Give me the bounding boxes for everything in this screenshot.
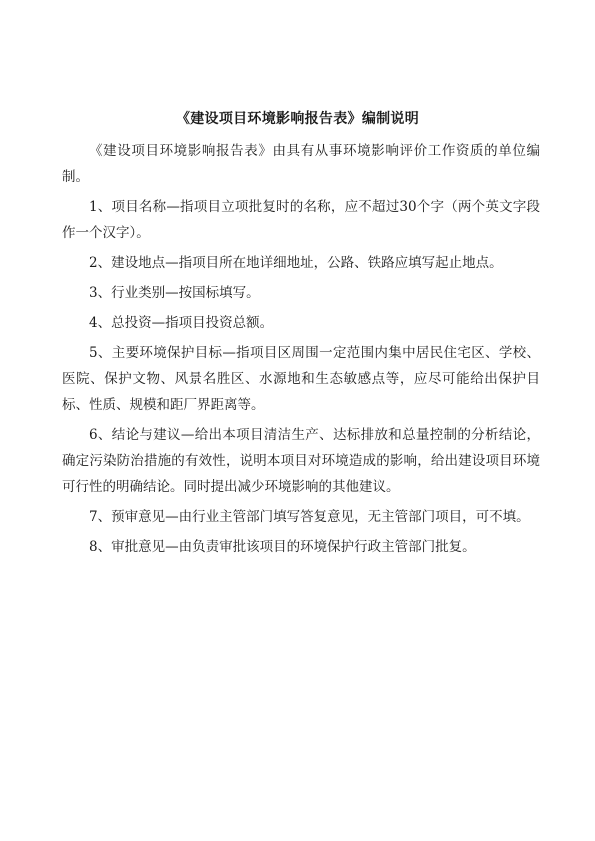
item-construction-site: 2、建设地点—指项目所在地详细地址，公路、铁路应填写起止地点。 [89,255,503,271]
document-body [62,138,540,564]
item-industry-category: 3、行业类别—按国标填写。 [89,285,260,301]
item-approval-opinion: 8、审批意见—由负责审批该项目的环境保护行政主管部门批复。 [89,539,476,555]
item-protection-targets: 5、主要环境保护目标—指项目区周围一定范围内集中居民住宅区、学校、医院、保护文物、风景名胜区、水源地和生态敏感点等，应尽可能给出保护目标、性质、规模和距厂界距离等。 [62,345,540,413]
item-conclusions: 6、结论与建议—给出本项目清洁生产、达标排放和总量控制的分析结论，确定污染防治措施的有效性，说明本项目对环境造成的影响，给出建设项目环境可行性的明确结论。同时提出减少环境影响的其他建议。 [62,427,540,495]
document-title: 《建设项目环境影响报告表》编制说明 [175,111,420,127]
item-preliminary-review: 7、预审意见—由行业主管部门填写答复意见，无主管部门项目，可不填。 [89,509,530,525]
item-total-investment: 4、总投资—指项目投资总额。 [89,315,274,331]
item-project-name: 1、项目名称—指项目立项批复时的名称，应不超过30个字（两个英文字段作一个汉字）。 [62,199,540,241]
intro-paragraph: 《建设项目环境影响报告表》由具有从事环境影响评价工作资质的单位编制。 [62,143,540,185]
